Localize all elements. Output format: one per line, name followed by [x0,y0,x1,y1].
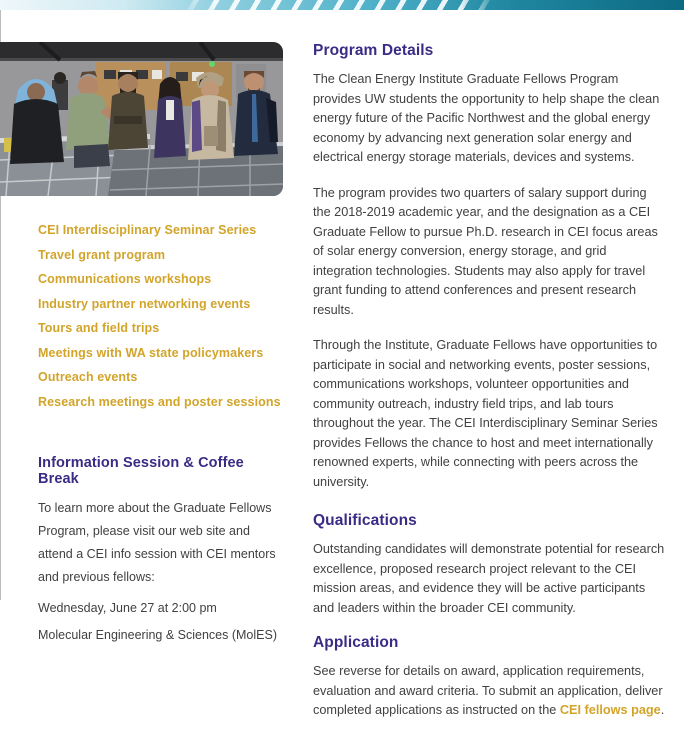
application-paragraph [313,662,665,721]
link-travel-grant[interactable]: Travel grant program [38,247,166,262]
qualifications-paragraph: Outstanding candidates will demonstrate potential for research excellence, proposed research project relevant to the CEI mission areas, and evidence they will be active participants and leaders within the broader CEI community. [313,542,665,615]
program-details-paragraph-3: Through the Institute, Graduate Fellows have opportunities to participate in social and networking events, poster sessions, communications workshops, volunteer opportunities and community outreach, industry field trips, and lab tours throughout the year. The CEI Interdisciplinary Seminar Series provides Fellows the chance to host and meet internationally renowned experts, while connecting with peers across the university. [313,338,658,489]
info-session-section [0,455,288,643]
link-policymaker-meetings[interactable]: Meetings with WA state policymakers [38,345,264,360]
link-tours-field-trips[interactable]: Tours and field trips [38,321,160,335]
application-heading: Application [313,634,399,651]
link-research-meetings[interactable]: Research meetings and poster sessions [38,394,281,409]
program-benefits-link-list [0,224,283,408]
section-application [313,634,665,721]
program-details-heading: Program Details [313,42,434,59]
link-outreach-events[interactable]: Outreach events [38,370,138,384]
application-link[interactable]: CEI fellows page [559,703,661,717]
left-column [0,42,283,741]
info-session-heading: Information Session & Coffee Break [38,454,244,487]
application-text: See reverse for details on award, application requirements, evaluation and award criteria. To submit an application, deliver completed applications as instructed on the [313,664,663,717]
program-details-paragraph-1: The Clean Energy Institute Graduate Fellows Program provides UW students the opportunity to help shape the clean energy future of the Pacific Northwest and the global energy economy by advancing next generation solar energy and electrical energy storage materials, devices and systems. [313,72,660,164]
session-date: Wednesday, June 27 at 2:00 pm [38,600,217,615]
link-communications-workshops[interactable]: Communications workshops [38,272,212,286]
banner-diagonal-stripes [178,0,498,10]
content-area [0,42,665,741]
section-program-details [313,42,665,492]
session-location: Molecular Engineering & Sciences (MolES) [38,627,277,642]
program-details-paragraph-2: The program provides two quarters of salary support during the 2018-2019 academic year, and the designation as a CEI Graduate Fellow to pursue Ph.D. research in CEI focus areas of solar energy conversion, energy storage, and grid integration technologies. Students may also apply for travel grant funding to attend conferences and present research results. [313,185,658,317]
link-industry-networking[interactable]: Industry partner networking events [38,296,251,311]
application-text-end: . [660,703,665,717]
fellows-lab-photo [0,42,283,196]
info-session-text: To learn more about the Graduate Fellows Program, please visit our web site and attend a CEI info session with CEI mentors and previous fellows: [38,500,276,584]
qualifications-heading: Qualifications [313,512,417,529]
solar-panel-group-illustration [0,42,283,196]
link-seminar-series[interactable]: CEI Interdisciplinary Seminar Series [38,223,257,237]
right-column [313,42,665,741]
top-gradient-banner [0,0,684,10]
section-qualifications [313,512,665,618]
